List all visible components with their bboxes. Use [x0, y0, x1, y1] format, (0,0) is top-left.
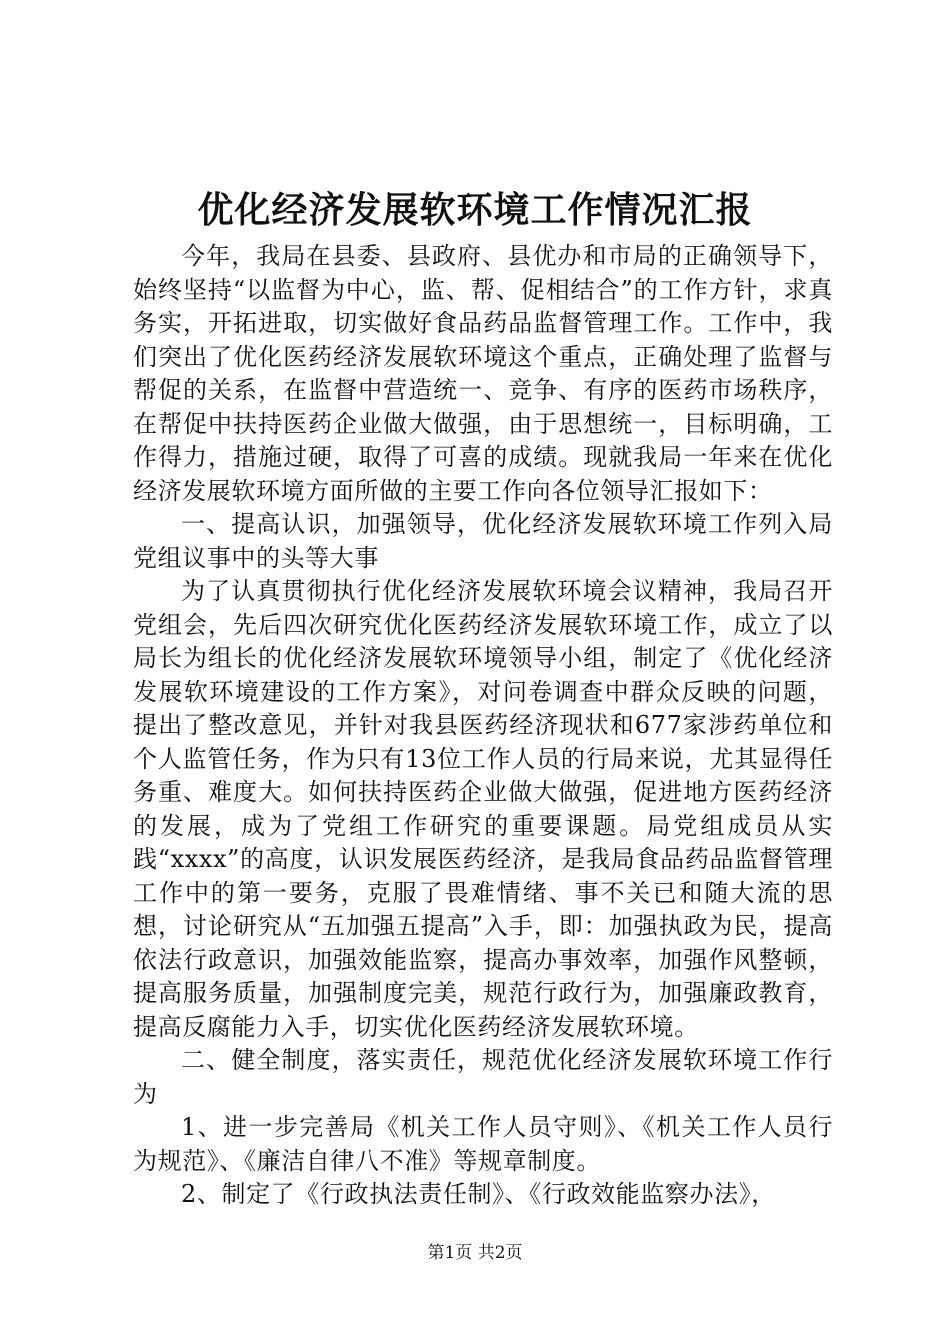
page-number-footer: 第1页 共2页: [427, 1243, 523, 1263]
document-title: 优化经济发展软环境工作情况汇报: [197, 189, 753, 231]
list-item-1: 1、进一步完善局《机关工作人员守则》、《机关工作人员行为规范》、《廉洁自律八不准》等规章制度。: [133, 1113, 833, 1175]
section-heading-1: 一、提高认识，加强领导，优化经济发展软环境工作列入局党组议事中的头等大事: [133, 510, 833, 572]
section-heading-2: 二、健全制度，落实责任，规范优化经济发展软环境工作行为: [133, 1046, 833, 1108]
document-body: [133, 240, 833, 1212]
list-item-2: 2、制定了《行政执法责任制》、《行政效能监察办法》，: [181, 1180, 776, 1208]
paragraph-section-1: 为了认真贯彻执行优化经济发展软环境会议精神，我局召开党组会，先后四次研究优化医药经济发展软环境工作，成立了以局长为组长的优化经济发展软环境领导小组，制定了《优化经济发展软环境建设的工作方案》，对问卷调查中群众反映的问题，提出了整改意见，并针对我县医药经济现状和677家涉药单位和个人监管任务，作为只有13位工作人员的行局来说，尤其显得任务重、难度大。如何扶持医药企业做大做强，促进地方医药经济的发展，成为了党组工作研究的重要课题。局党组成员从实践“xxxx”的高度，认识发展医药经济，是我局食品药品监督管理工作中的第一要务，克服了畏难情绪、事不关已和随大流的思想，讨论研究从“五加强五提高”入手，即：加强执政为民，提高依法行政意识，加强效能监察，提高办事效率，加强作风整顿，提高服务质量，加强制度完美，规范行政行为，加强廉政教育，提高反腐能力入手，切实优化医药经济发展软环境。: [133, 577, 833, 1041]
paragraph-intro: 今年，我局在县委、县政府、县优办和市局的正确领导下，始终坚持“以监督为中心，监、帮、促相结合”的工作方针，求真务实，开拓进取，切实做好食品药品监督管理工作。工作中，我们突出了优化医药经济发展软环境这个重点，正确处理了监督与帮促的关系，在监督中营造统一、竞争、有序的医药市场秩序，在帮促中扶持医药企业做大做强，由于思想统一，目标明确，工作得力，措施过硬，取得了可喜的成绩。现就我局一年来在优化经济发展软环境方面所做的主要工作向各位领导汇报如下：: [133, 242, 833, 505]
